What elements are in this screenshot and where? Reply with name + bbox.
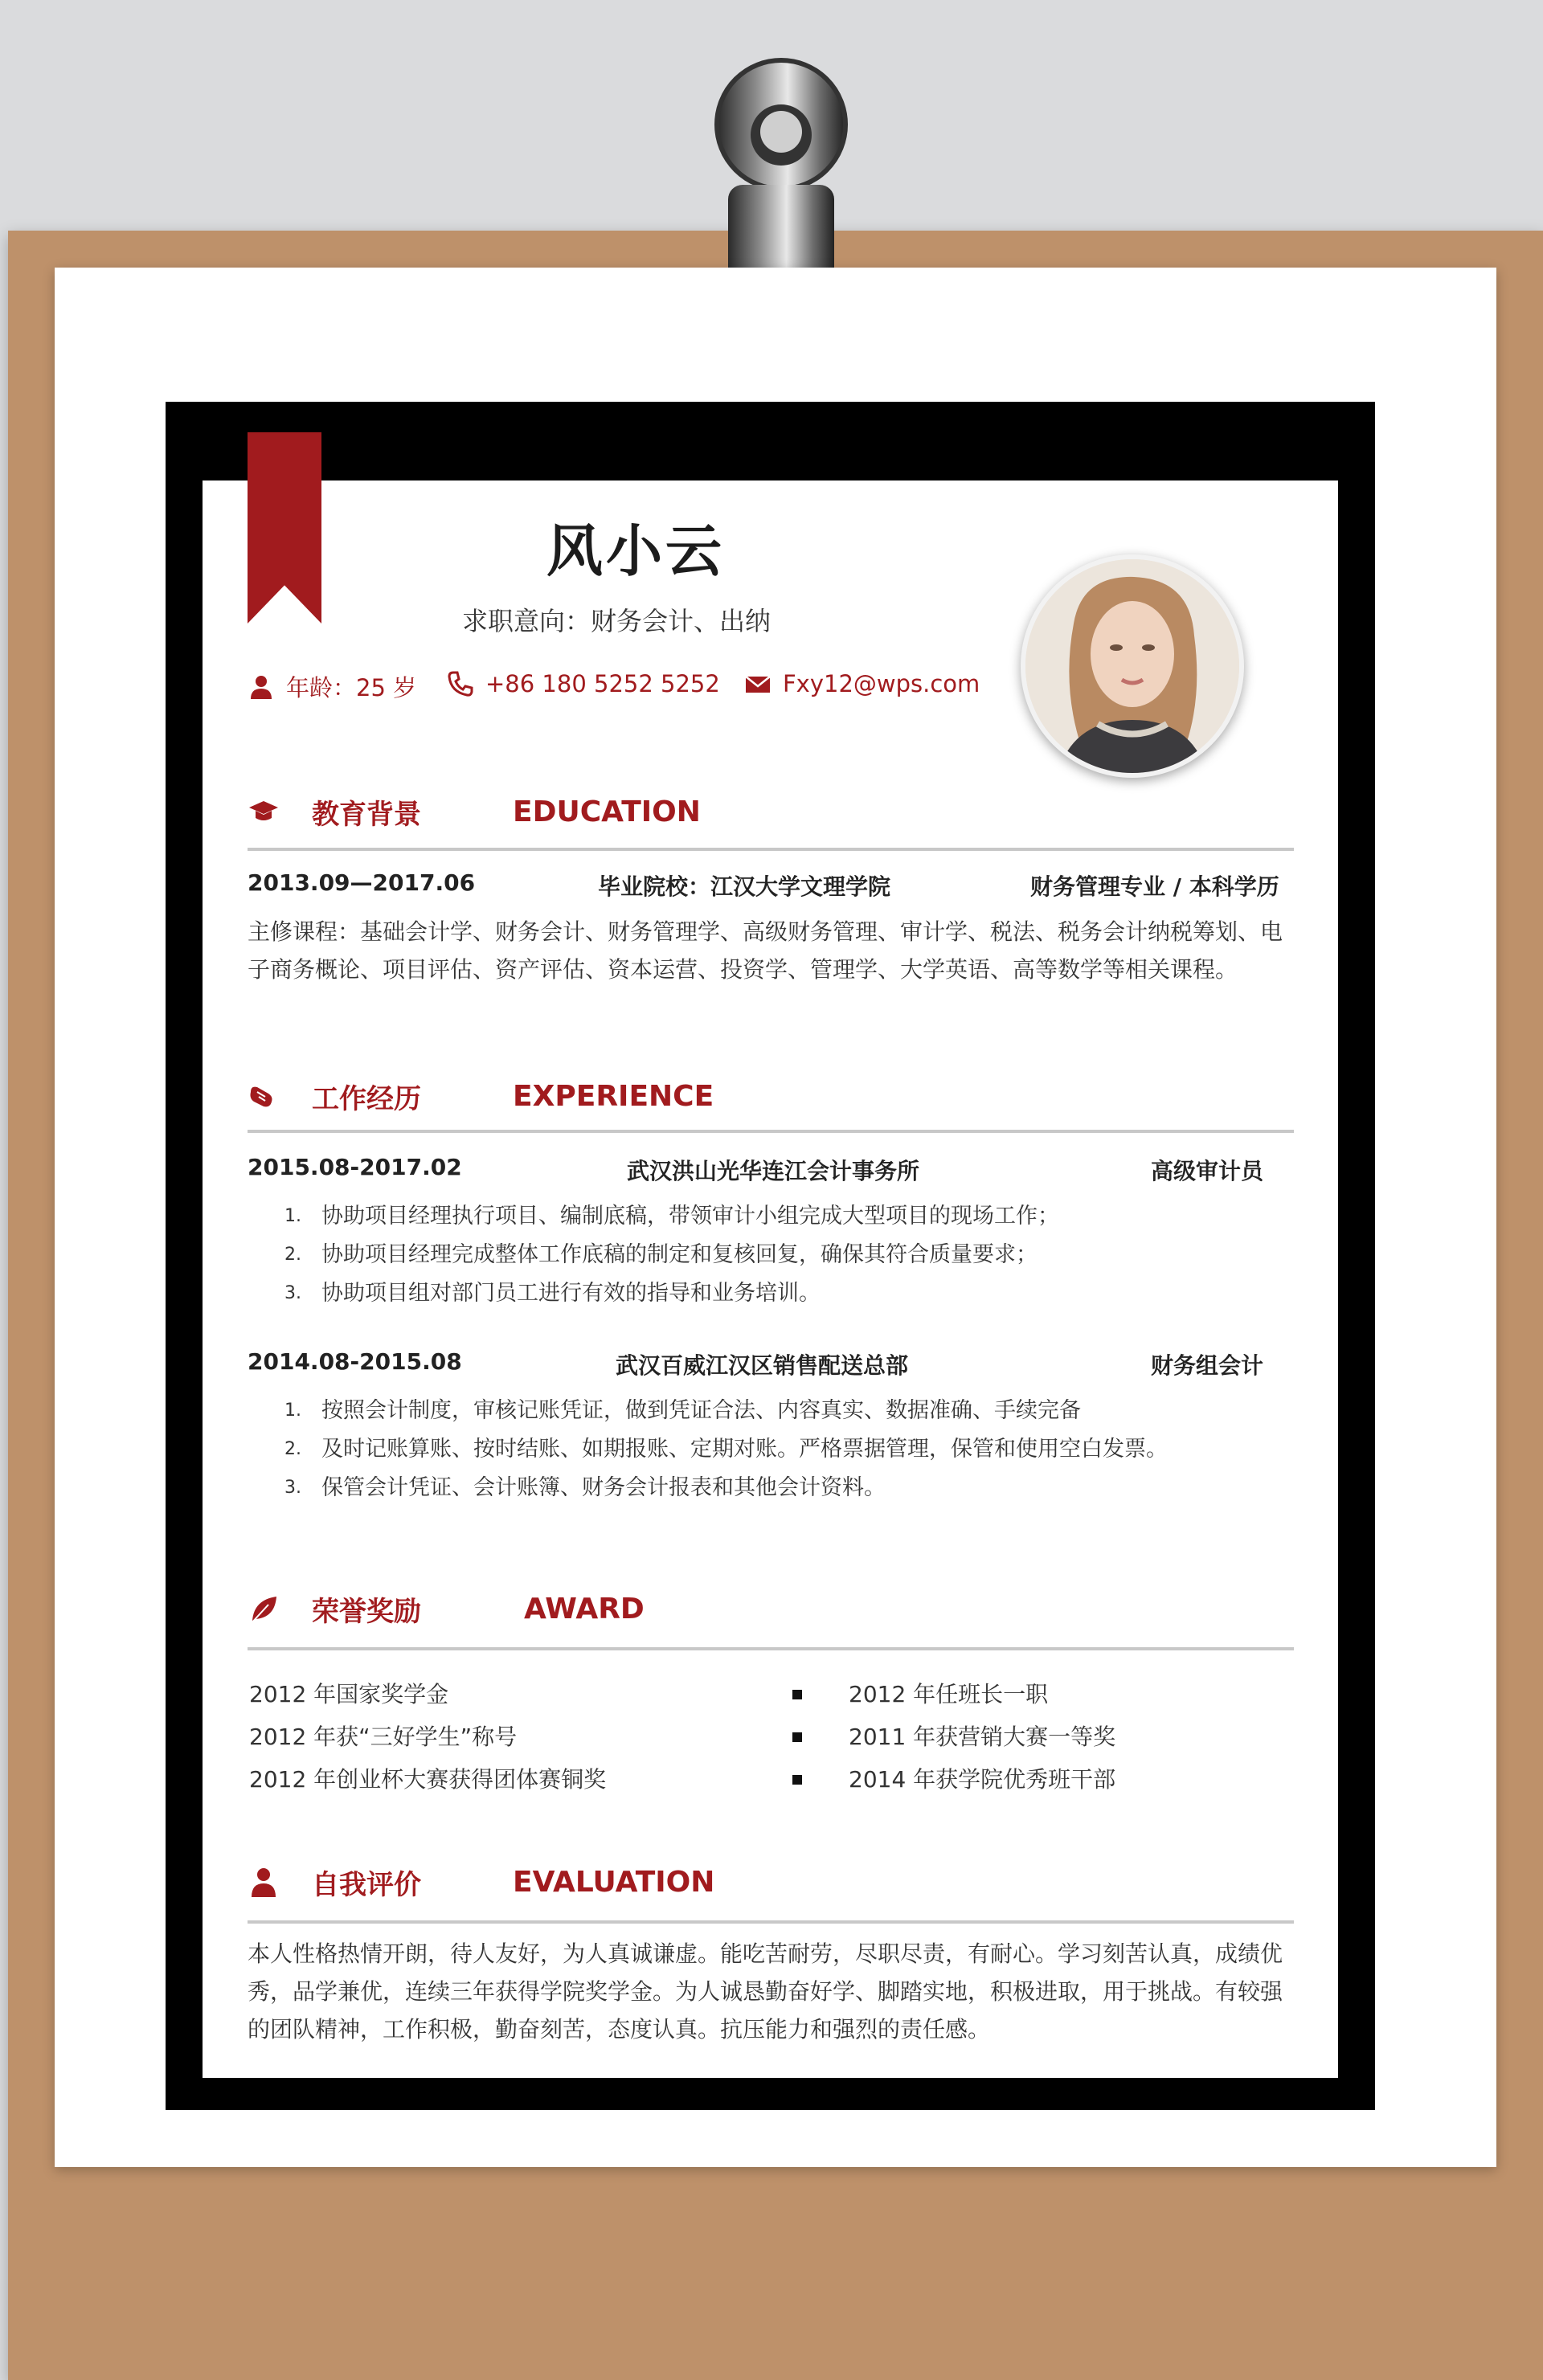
avatar (1021, 554, 1244, 778)
portrait-photo (1025, 559, 1239, 773)
candidate-name: 风小云 (546, 518, 725, 584)
user-icon (248, 1867, 280, 1899)
evaluation-title-cn: 自我评价 (312, 1869, 421, 1901)
job-intent: 求职意向：财务会计、出纳 (462, 606, 772, 636)
education-title-en: EDUCATION (513, 795, 701, 828)
job-duties (284, 1197, 1059, 1313)
experience-divider (248, 1130, 1294, 1133)
evaluation-text: 本人性格热情开朗，待人友好，为人真诚谦虚。能吃苦耐劳，尽职尽责，有耐心。学习刻苦认真，成绩优秀，品学兼优，连续三年获得学院奖学金。为人诚恳勤奋好学、脚踏实地，积极进取，用于挑战。有较强的团队精神，工作积极，勤奋刻苦，态度认真。抗压能力和强烈的责任感。 (248, 1940, 1283, 2043)
contact-age (248, 670, 416, 703)
list-item: 2014 年获学院优秀班干部 (792, 1758, 1115, 1801)
job-company: 武汉百威江汉区销售配送总部 (616, 1352, 909, 1379)
education-divider (248, 848, 1294, 851)
list-item: 2. 协助项目经理完成整体工作底稿的制定和复核回复，确保其符合质量要求； (284, 1242, 1038, 1267)
award-divider (248, 1647, 1294, 1650)
list-item: 2. 及时记账算账、按时结账、如期报账、定期对账。严格票据管理，保管和使用空白发票。 (284, 1437, 1168, 1462)
bullet-icon (792, 1732, 802, 1742)
list-item: 2012 年国家奖学金 (249, 1681, 449, 1707)
contact-phone[interactable] (447, 670, 720, 697)
education-period: 2013.09—2017.06 (248, 869, 476, 896)
list-item: 1. 协助项目经理执行项目、编制底稿，带领审计小组完成大型项目的现场工作； (284, 1204, 1059, 1229)
list-item: 2012 年获“三好学生”称号 (249, 1724, 518, 1750)
list-item: 2012 年创业杯大赛获得团体赛铜奖 (249, 1766, 607, 1793)
age-text: 年龄：25 岁 (286, 674, 417, 701)
experience-title-en: EXPERIENCE (513, 1080, 714, 1113)
education-row (248, 869, 1294, 902)
job-row (248, 1348, 1294, 1380)
job-period: 2015.08-2017.02 (248, 1154, 462, 1180)
job-role: 财务组会计 (1151, 1352, 1264, 1379)
phone-icon (447, 670, 474, 697)
person-icon (248, 673, 275, 701)
list-item: 3. 保管会计凭证、会计账簿、财务会计报表和其他会计资料。 (284, 1475, 886, 1500)
phone-text: +86 180 5252 5252 (485, 670, 720, 697)
job-role: 高级审计员 (1151, 1158, 1264, 1184)
evaluation-title-en: EVALUATION (513, 1866, 715, 1899)
leaf-icon (248, 1593, 280, 1626)
list-item: 1. 按照会计制度，审核记账凭证，做到凭证合法、内容真实、数据准确、手续完备 (284, 1398, 1081, 1423)
award-title-cn: 荣誉奖励 (312, 1596, 421, 1628)
list-item: 2011 年获营销大赛一等奖 (792, 1715, 1115, 1758)
handshake-icon (248, 1081, 280, 1113)
list-item: 2012 年任班长一职 (792, 1673, 1115, 1715)
award-title-en: AWARD (524, 1593, 645, 1626)
award-list-right (792, 1673, 1115, 1801)
graduation-cap-icon (248, 796, 280, 828)
experience-heading (248, 1077, 714, 1116)
education-courses: 主修课程：基础会计学、财务会计、财务管理学、高级财务管理、审计学、税法、税务会计纳税筹划、电子商务概论、项目评估、资产评估、资本运营、投资学、管理学、大学英语、高等数学等相关课程。 (248, 918, 1283, 983)
education-heading (248, 792, 701, 832)
job-period: 2014.08-2015.08 (248, 1348, 462, 1375)
job-row (248, 1154, 1294, 1186)
contact-email[interactable] (744, 670, 980, 697)
education-major: 财务管理专业 / 本科学历 (1030, 873, 1279, 900)
bullet-icon (792, 1690, 802, 1699)
email-text: Fxy12@wps.com (783, 670, 980, 697)
evaluation-divider (248, 1920, 1294, 1924)
list-item: 3. 协助项目组对部门员工进行有效的指导和业务培训。 (284, 1281, 821, 1306)
award-heading (248, 1589, 645, 1629)
education-title-cn: 教育背景 (312, 799, 421, 831)
education-school: 毕业院校：江汉大学文理学院 (598, 873, 891, 900)
mail-icon (744, 670, 772, 697)
experience-title-cn: 工作经历 (312, 1083, 421, 1115)
award-list-left (249, 1673, 606, 1801)
job-company: 武汉洪山光华连江会计事务所 (627, 1158, 920, 1184)
evaluation-heading (248, 1863, 714, 1902)
bullet-icon (792, 1775, 802, 1785)
job-duties (284, 1392, 1168, 1507)
